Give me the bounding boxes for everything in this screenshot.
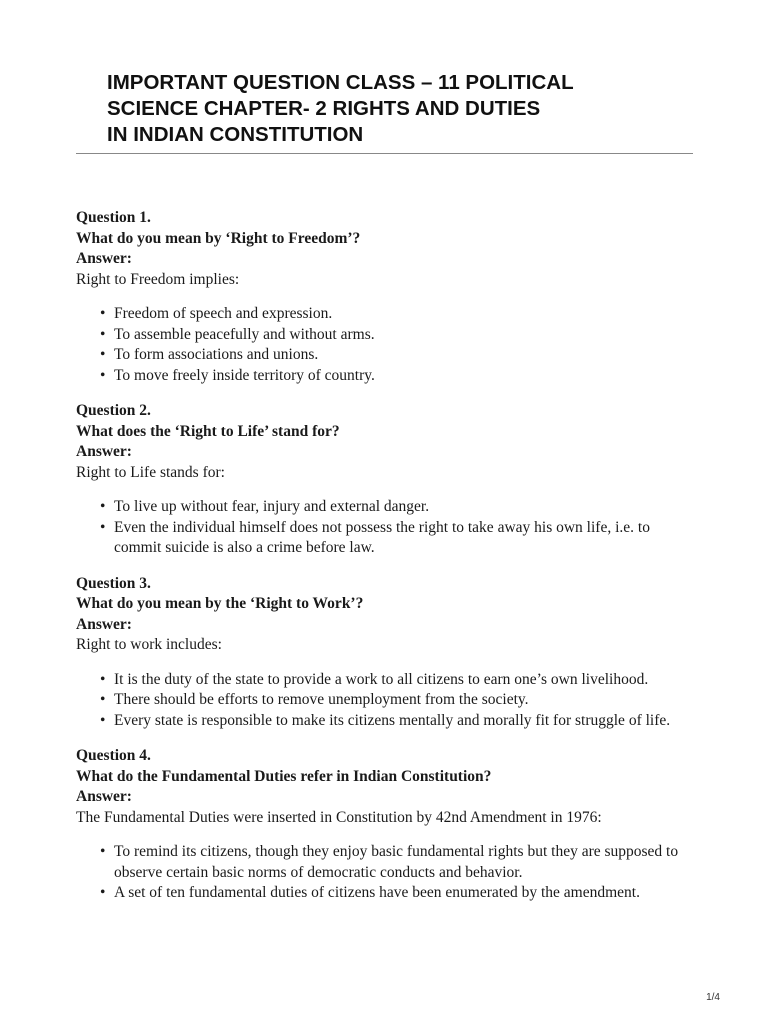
question-block-4 bbox=[76, 746, 696, 904]
answer-intro: Right to work includes: bbox=[76, 636, 222, 653]
question-number: Question 1. bbox=[76, 209, 151, 226]
question-number: Question 3. bbox=[76, 574, 151, 592]
answer-label: Answer: bbox=[76, 443, 132, 460]
answer-label: Answer: bbox=[76, 250, 132, 267]
answer-intro: The Fundamental Duties were inserted in Constitution by 42nd Amendment in 1976: bbox=[76, 808, 602, 826]
list-item: • To move freely inside territory of country. bbox=[114, 366, 696, 387]
question-text: What do you mean by the ‘Right to Work’? bbox=[76, 595, 364, 612]
list-item: • To assemble peacefully and without arms. bbox=[114, 325, 696, 346]
title-line-3: IN INDIAN CONSTITUTION bbox=[107, 123, 364, 146]
question-block-1 bbox=[76, 208, 696, 386]
page-title bbox=[107, 70, 687, 148]
list-item: • To remind its citizens, though they enjoy basic fundamental rights but they are supposed to observe certain basic norms of democratic conducts and behavior. bbox=[114, 842, 696, 883]
question-number: Question 2. bbox=[76, 402, 151, 419]
question-text: What does the ‘Right to Life’ stand for? bbox=[76, 422, 340, 440]
list-item: • Freedom of speech and expression. bbox=[114, 304, 696, 325]
question-number: Question 4. bbox=[76, 747, 151, 764]
list-item: • To form associations and unions. bbox=[114, 345, 696, 366]
answer-intro: Right to Life stands for: bbox=[76, 463, 225, 481]
title-line-2: SCIENCE CHAPTER- 2 RIGHTS AND DUTIES bbox=[107, 97, 541, 120]
page-number: 1/4 bbox=[706, 992, 720, 1003]
answer-label: Answer: bbox=[76, 788, 132, 805]
list-item: • Even the individual himself does not possess the right to take away his own life, i.e. to commit suicide is also a crime before law. bbox=[114, 518, 696, 559]
list-item: • It is the duty of the state to provide a work to all citizens to earn one’s own livelihood. bbox=[114, 670, 696, 691]
list-item: • A set of ten fundamental duties of citizens have been enumerated by the amendment. bbox=[114, 883, 696, 904]
answer-list bbox=[76, 304, 696, 386]
question-text: What do the Fundamental Duties refer in Indian Constitution? bbox=[76, 767, 492, 785]
question-block-3 bbox=[76, 574, 696, 732]
answer-list bbox=[76, 842, 696, 904]
question-text: What do you mean by ‘Right to Freedom’? bbox=[76, 229, 361, 247]
title-divider bbox=[76, 153, 693, 154]
question-block-2 bbox=[76, 401, 696, 559]
answer-label: Answer: bbox=[76, 615, 132, 633]
list-item: • There should be efforts to remove unemployment from the society. bbox=[114, 690, 696, 711]
answer-list bbox=[76, 497, 696, 559]
document-body bbox=[76, 208, 696, 919]
title-line-1: IMPORTANT QUESTION CLASS – 11 POLITICAL bbox=[107, 71, 574, 94]
list-item: • To live up without fear, injury and external danger. bbox=[114, 497, 696, 518]
answer-list bbox=[76, 670, 696, 732]
list-item: • Every state is responsible to make its citizens mentally and morally fit for struggle of life. bbox=[114, 711, 696, 732]
answer-intro: Right to Freedom implies: bbox=[76, 270, 240, 288]
